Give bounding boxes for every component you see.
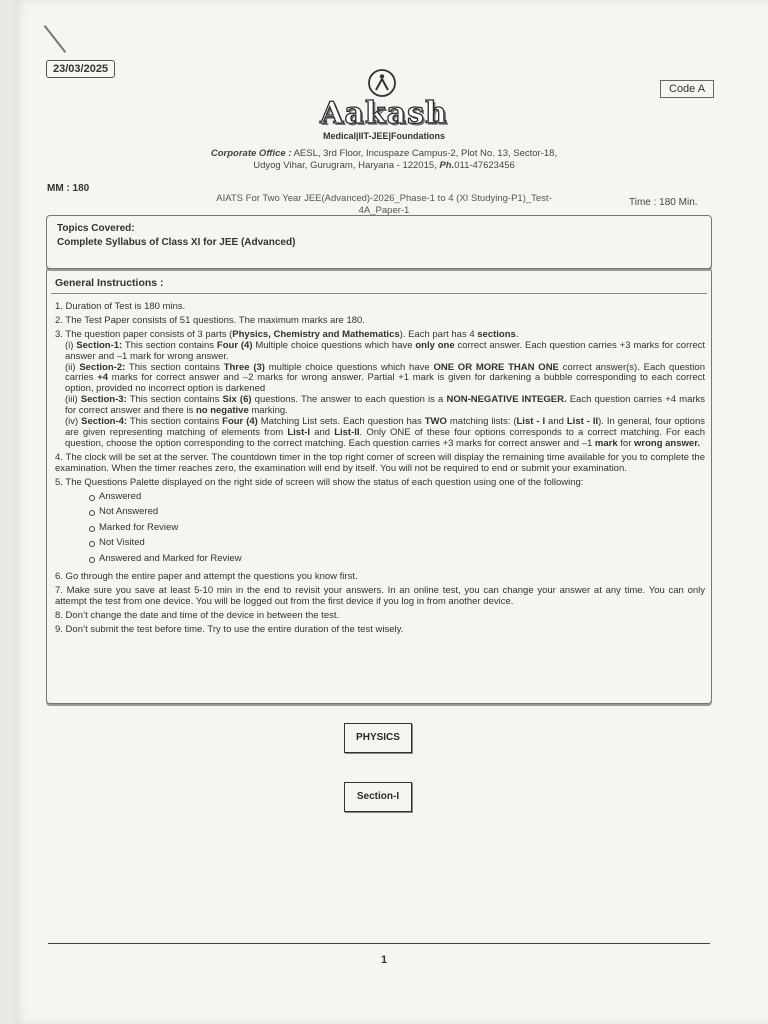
instruction-5: 5. The Questions Palette displayed on the right side of screen will show the status of each question using one of the following: bbox=[55, 476, 584, 488]
topics-box bbox=[46, 215, 712, 269]
instruction-7: 7. Make sure you save at least 5-10 min in the end to revisit your answers. In an online test, you can change your answer at any time. You can only attempt the test from one device. You will be logged out from the first device if you log in from another device. bbox=[55, 585, 705, 608]
status-options-list bbox=[55, 489, 705, 567]
instruction-3: 3. The question paper consists of 3 parts (Physics, Chemistry and Mathematics). Each part has 4 sections. bbox=[55, 328, 519, 340]
topics-heading: Topics Covered: bbox=[57, 223, 135, 234]
phone-label: Ph. bbox=[439, 160, 455, 171]
pen-mark bbox=[44, 25, 67, 53]
instructions-body bbox=[55, 299, 705, 636]
section-1-desc: (i) Section-1: This section contains Four (4) Multiple choice questions which have only one correct answer. Each question carries +3 marks for correct answer and –1 mark for wrong answer. bbox=[65, 339, 706, 362]
section-3-desc: (iii) Section-3: This section contains Six (6) questions. The answer to each question is a NON-NEGATIVE INTEGER. Each question carries +4 marks for correct answer and there is no negative marking. bbox=[65, 394, 706, 417]
instruction-9: 9. Don’t submit the test before time. Try to use the entire duration of the test wisely. bbox=[55, 624, 404, 636]
topics-text: Complete Syllabus of Class XI for JEE (Advanced) bbox=[57, 237, 296, 248]
document-page bbox=[14, 0, 768, 1024]
instruction-4: 4. The clock will be set at the server. The countdown timer in the top right corner of screen will display the remaining time available for you to complete the examination. When the timer reaches zero, the examination will end by itself. You will not be required to end or submit your examination. bbox=[55, 451, 705, 474]
corporate-label: Corporate Office : bbox=[210, 148, 292, 159]
test-name-line1: AIATS For Two Year JEE(Advanced)-2026_Phase-1 to 4 (XI Studying-P1)_Test- bbox=[216, 193, 552, 204]
corporate-address bbox=[184, 148, 584, 172]
instruction-6: 6. Go through the entire paper and attempt the questions you know first. bbox=[55, 571, 358, 583]
status-option: Marked for Review bbox=[99, 520, 705, 536]
date-stamp: 23/03/2025 bbox=[46, 60, 115, 78]
instruction-8: 8. Don’t change the date and time of the device in between the test. bbox=[55, 610, 340, 622]
heading-divider bbox=[51, 293, 707, 294]
footer-rule bbox=[48, 943, 710, 944]
general-instructions-box bbox=[46, 268, 712, 704]
section-2-desc: (ii) Section-2: This section contains Three (3) multiple choice questions which have ONE OR MORE THAN ONE correct answer(s). Each question carries +4 marks for correct answer and –2 marks for wrong answer. Partial +1 mark is given for darkening a bubble corresponding to each correct option, provided no incorrect option is darkened bbox=[65, 361, 705, 395]
status-option: Answered and Marked for Review bbox=[99, 551, 705, 567]
section-4-desc: (iv) Section-4: This section contains Four (4) Matching List sets. Each question has TWO matching lists: (List - I and List - II). In general, four options are given representing matching of elements from List-I and List-II. Only ONE of these four options corresponds to a correct matching. For each question, choose the option corresponding to the correct matching. Each question carries +3 marks for correct answer and –1 mark for wrong answer. bbox=[65, 416, 705, 449]
test-time: Time : 180 Min. bbox=[629, 197, 698, 208]
section-heading-box: Section-I bbox=[344, 782, 412, 812]
brand-name: Aakash bbox=[320, 96, 448, 131]
aakash-logo-icon bbox=[367, 68, 397, 98]
max-marks: MM : 180 bbox=[47, 183, 90, 194]
corporate-line1: AESL, 3rd Floor, Incuspaze Campus-2, Plot No. 13, Sector-18, bbox=[291, 148, 558, 159]
page-number: 1 bbox=[380, 954, 388, 966]
test-name-line2: 4A_Paper-1 bbox=[358, 205, 410, 216]
status-option: Not Visited bbox=[99, 535, 705, 551]
instruction-1: 1. Duration of Test is 180 mins. bbox=[55, 301, 186, 312]
test-name bbox=[174, 193, 594, 217]
status-option: Not Answered bbox=[99, 504, 705, 520]
physics-heading-box: PHYSICS bbox=[344, 723, 412, 753]
corporate-line2: Udyog Vihar, Gurugram, Haryana - 122015, bbox=[253, 160, 440, 171]
phone-number: 011-47623456 bbox=[454, 160, 515, 171]
instruction-2: 2. The Test Paper consists of 51 questions. The maximum marks are 180. bbox=[55, 314, 365, 326]
brand-tagline: Medical|IIT-JEE|Foundations bbox=[322, 131, 446, 141]
paper-code: Code A bbox=[660, 80, 714, 98]
status-option: Answered bbox=[99, 489, 705, 505]
instructions-heading: General Instructions : bbox=[55, 277, 164, 289]
